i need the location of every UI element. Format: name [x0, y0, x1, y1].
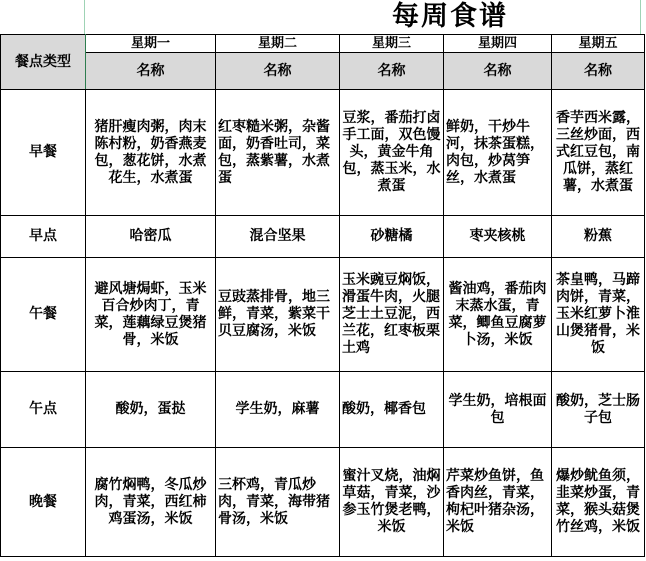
day-header: 星期五	[552, 35, 645, 53]
gridline-vertical	[84, 0, 85, 34]
meal-type-label: 早餐	[1, 90, 86, 216]
weekly-menu-table	[0, 34, 645, 557]
menu-cell: 学生奶，培根面包	[444, 372, 552, 448]
menu-cell: 蜜汁叉烧，油焖草菇，青菜，沙参玉竹煲老鸭，米饭	[340, 448, 444, 557]
day-header-row	[1, 35, 645, 53]
menu-cell: 酸奶，蛋挞	[86, 372, 216, 448]
name-header: 名称	[340, 53, 444, 90]
menu-cell: 三杯鸡，青瓜炒肉，青菜，海带猪骨汤，米饭	[216, 448, 340, 557]
menu-cell: 鲜奶，干炒牛河，抹茶蛋糕，肉包，炒莴笋丝，水煮蛋	[444, 90, 552, 216]
day-header: 星期四	[444, 35, 552, 53]
menu-cell: 枣夹核桃	[444, 216, 552, 258]
day-header: 星期二	[216, 35, 340, 53]
menu-cell: 猪肝瘦肉粥，肉末陈村粉，奶香燕麦包，葱花饼，水煮花生，水煮蛋	[86, 90, 216, 216]
table-row-afternoon-snack	[1, 372, 645, 448]
menu-cell: 哈密瓜	[86, 216, 216, 258]
menu-cell: 香芋西米露，三丝炒面，西式红豆包，南瓜饼，蒸红薯，水煮蛋	[552, 90, 645, 216]
name-header: 名称	[216, 53, 340, 90]
menu-cell: 酱油鸡，番茄肉末蒸水蛋，青菜，鲫鱼豆腐萝卜汤，米饭	[444, 258, 552, 372]
menu-cell: 芹菜炒鱼饼，鱼香肉丝，青菜，枸杞叶猪杂汤，米饭	[444, 448, 552, 557]
menu-cell: 红枣糙米粥，杂酱面，奶香吐司，菜包，蒸紫薯，水煮蛋	[216, 90, 340, 216]
name-header: 名称	[552, 53, 645, 90]
menu-cell: 混合坚果	[216, 216, 340, 258]
table-row-lunch	[1, 258, 645, 372]
menu-cell: 玉米豌豆焖饭，滑蛋牛肉，火腿芝士土豆泥，西兰花，红枣板栗土鸡	[340, 258, 444, 372]
day-header: 星期三	[340, 35, 444, 53]
meal-type-label: 晚餐	[1, 448, 86, 557]
menu-cell: 茶皇鸭，马蹄肉饼，青菜，玉米红萝卜淮山煲猪骨，米饭	[552, 258, 645, 372]
table-row-morning-snack	[1, 216, 645, 258]
menu-cell: 酸奶，椰香包	[340, 372, 444, 448]
day-header: 星期一	[86, 35, 216, 53]
menu-cell: 腐竹焖鸭，冬瓜炒肉，青菜，西红柿鸡蛋汤，米饭	[86, 448, 216, 557]
meal-type-label: 午餐	[1, 258, 86, 372]
menu-cell: 学生奶，麻薯	[216, 372, 340, 448]
name-header: 名称	[86, 53, 216, 90]
table-row-breakfast	[1, 90, 645, 216]
name-header: 名称	[444, 53, 552, 90]
page-title: 每周食谱	[392, 1, 508, 32]
menu-cell: 爆炒鱿鱼须，韭菜炒蛋，青菜，猴头菇煲竹丝鸡，米饭	[552, 448, 645, 557]
meal-type-label: 午点	[1, 372, 86, 448]
menu-cell: 粉蕉	[552, 216, 645, 258]
menu-cell: 避风塘焗虾，玉米百合炒肉丁，青菜，莲藕绿豆煲猪骨，米饭	[86, 258, 216, 372]
name-header-row	[1, 53, 645, 90]
gridline-vertical-right	[640, 0, 641, 34]
menu-cell: 酸奶，芝士肠子包	[552, 372, 645, 448]
menu-cell: 豆浆，番茄打卤手工面，双色馒头，黄金牛角包，蒸玉米，水煮蛋	[340, 90, 444, 216]
table-row-dinner	[1, 448, 645, 557]
meal-type-header: 餐点类型	[1, 35, 86, 90]
menu-cell: 豆豉蒸排骨，地三鲜，青菜，紫菜干贝豆腐汤，米饭	[216, 258, 340, 372]
menu-cell: 砂糖橘	[340, 216, 444, 258]
meal-type-label: 早点	[1, 216, 86, 258]
